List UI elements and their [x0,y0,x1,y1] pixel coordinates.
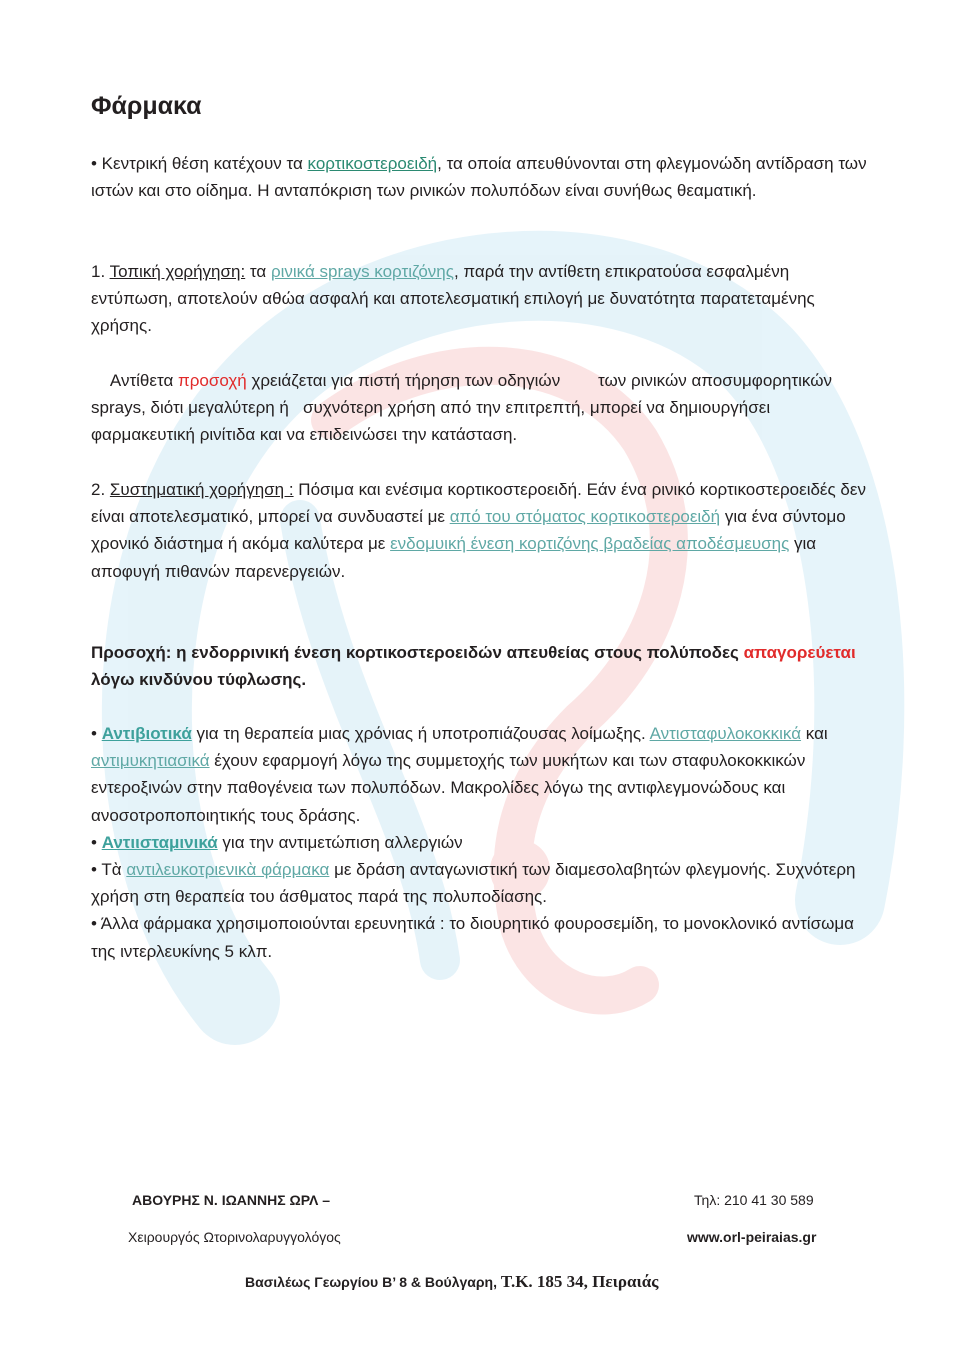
systemic-text-b: για ένα σύντομο χρονικό διάστημα ή ακόμα καλύτερα με [91,507,846,554]
systemic-text-c: για αποφυγή πιθανών παρενεργειών. [91,534,817,581]
forbidden-word: απαγορεύεται [743,643,856,662]
footer-address [245,1272,658,1292]
local-administration-heading: Τοπική χορήγηση: [109,262,246,281]
corticosteroids-link[interactable]: κορτικοστεροειδή [307,154,438,173]
decongestant-text-a: Αντίθετα [91,371,178,390]
intro-text-a: • Κεντρική θέση κατέχουν τα [91,154,308,173]
antileukotrienes-bullet: • Τὰ [91,860,127,880]
intro-text-b: , τα οποία απευθύνονται στη φλεγμονώδη αντίδραση των ιστών και στο οίδημα. Η ανταπόκριση των ρινικών πολυπόδων είναι συνήθως θεαματική. [91,154,867,201]
antibiotics-link[interactable]: Αντιβιοτικά [101,724,192,743]
warning-text-b: λόγω κινδύνου τύφλωσης. [91,670,307,690]
footer-phone: Τηλ: 210 41 30 589 [694,1192,814,1208]
systemic-administration-heading: Συστηματική χορήγηση : [109,480,294,499]
antihistamines-text: για την αντιμετώπιση αλλεργιών [217,832,463,852]
antihistamines-bullet: • [91,832,102,852]
nasal-sprays-link[interactable]: ρινικά sprays κορτιζόνης [270,262,454,281]
antibiotics-bullet: • [91,724,102,743]
systemic-number: 2. [91,480,110,499]
antileukotrienes-link[interactable]: αντιλευκοτριενικὰ φάρμακα [126,860,330,880]
local-number: 1. [91,262,110,281]
local-administration-paragraph [91,258,871,340]
footer-address-postcode: Τ.Κ. 185 34, Πειραιάς [500,1272,659,1291]
footer-website-link[interactable]: www.orl-peiraias.gr [687,1229,817,1245]
antifungals-text: έχουν εφαρμογή λόγω της συμμετοχής των μυκήτων και των σταφυλοκοκκικών εντεροξινών στην παθογένεια των πολυπόδων. Μακρολίδες λόγω της αντιφλεγμονώδους και ανοσοτροποποιητικής τους δράσης. [91,751,806,825]
antistaphylococcal-link[interactable]: Αντισταφυλοκοκκικά [649,724,802,743]
footer-address-street: Βασιλέως Γεωργίου Β’ 8 & Βούλγαρη, [245,1274,501,1290]
decongestant-warning-paragraph [91,367,871,449]
antihistamines-link[interactable]: Αντιισταμινικά [101,832,218,852]
intramuscular-injection-link[interactable]: ενδομυική ένεση κορτιζόνης βραδείας αποδέσμευσης [390,534,790,554]
and-text: και [801,724,828,743]
local-text-b: , παρά την αντίθετη επικρατούσα εσφαλμένη εντύπωση, αποτελούν αθώα ασφαλή και αποτελεσματική επιλογή με δυνατότητα παρατεταμένης χρήσης. [91,262,815,336]
warning-text-a: Προσοχή: η ενδορρινική ένεση κορτικοστεροειδών απευθείας στους πολύποδες [91,643,744,662]
systemic-text-a: Πόσιμα και ενέσιμα κορτικοστεροειδή. Εάν ένα ρινικό κορτικοστεροειδές δεν είναι αποτελεσματικό, μπορεί να συνδυαστεί με [91,480,866,527]
decongestant-text-b: χρειάζεται για πιστή τήρηση των οδηγιών των ρινικών αποσυμφορητικών sprays, διότι μεγαλύτερη ή συχνότερη χρήση από την επιτρεπτή, μπορεί να δημιουργήσει φαρμακευτική ρινίτιδα και να επιδεινώσει την κατάσταση. [91,371,837,445]
oral-corticosteroids-link[interactable]: από του στόματος κορτικοστεροειδή [449,507,721,527]
intro-paragraph [91,150,871,204]
page-title: Φάρμακα [91,92,202,120]
experimental-drugs-text: • Άλλα φάρμακα χρησιμοποιούνται ερευνητικά : το διουρητικό φουροσεμίδη, το μονοκλονικό αντίσωμα της ιντερλευκίνης 5 κλπ. [91,914,854,961]
footer-specialty: Χειρουργός Ωτορινολαρυγγολόγος [128,1229,341,1245]
antibiotics-text: για τη θεραπεία μιας χρόνιας ή υποτροπιάζουσας λοίμωξης. [191,724,650,743]
other-drugs-paragraph [91,720,871,965]
systemic-administration-paragraph [91,476,871,585]
antileukotrienes-text: με δράση ανταγωνιστική των διαμεσολαβητών φλεγμονής. Συχνότερη χρήση στη θεραπεία του άσθματος παρά της πολυποδίασης. [91,860,856,907]
attention-word: προσοχή [178,371,247,390]
local-text-a: τα [245,262,271,281]
injection-warning [91,639,871,693]
antifungals-link[interactable]: αντιμυκητιασικά [91,751,210,771]
footer-doctor-name: ΑΒΟΥΡΗΣ Ν. ΙΩΑΝΝΗΣ ΩΡΛ – [132,1192,331,1208]
